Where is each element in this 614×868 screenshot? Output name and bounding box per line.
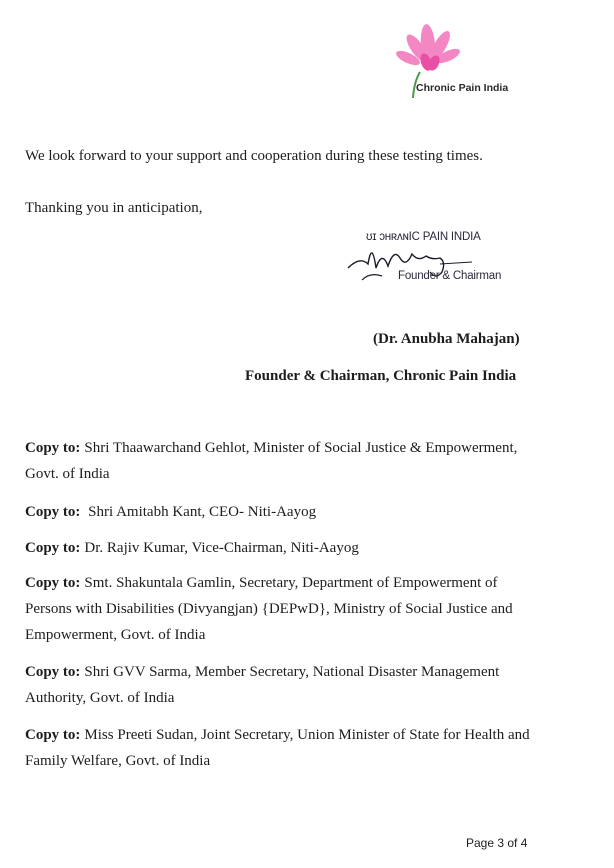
copy-to-item — [25, 722, 545, 774]
copy-to-recipient: Shri GVV Sarma, Member Secretary, National Disaster Management Authority, Govt. of India — [25, 664, 500, 706]
copy-to-recipient: Smt. Shakuntala Gamlin, Secretary, Department of Empowerment of Persons with Disabilities (Divyangjan) {DEPwD}, Ministry of Social Justice and Empowerment, Govt. of India — [25, 575, 513, 643]
copy-to-label: Copy to: — [25, 504, 81, 520]
copy-to-item — [25, 435, 545, 487]
page-number: Page 3 of 4 — [466, 836, 528, 850]
stamp-organization: ʊɪ ɔʜʀʌɴIC PAIN INDIA — [366, 231, 481, 243]
copy-to-item — [25, 659, 545, 711]
logo-text: Chronic Pain India — [416, 82, 509, 94]
copy-to-label: Copy to: — [25, 727, 81, 743]
stamp-designation: Founder & Chairman — [398, 270, 502, 282]
signature-stamp — [342, 228, 522, 292]
copy-to-label: Copy to: — [25, 575, 81, 591]
copy-to-recipient: Shri Thaawarchand Gehlot, Minister of Social Justice & Empowerment, Govt. of India — [25, 440, 518, 482]
body-paragraph: We look forward to your support and cooperation during these testing times. — [25, 148, 483, 164]
closing-paragraph: Thanking you in anticipation, — [25, 200, 203, 216]
copy-to-item — [25, 535, 545, 561]
copy-to-label: Copy to: — [25, 664, 81, 680]
signatory-name: (Dr. Anubha Mahajan) — [373, 331, 520, 347]
copy-to-recipient: Miss Preeti Sudan, Joint Secretary, Union Minister of State for Health and Family Welfare, Govt. of India — [25, 727, 530, 769]
copy-to-item — [25, 570, 545, 648]
copy-to-label: Copy to: — [25, 440, 81, 456]
copy-to-item — [25, 499, 545, 525]
organization-logo — [384, 18, 524, 108]
copy-to-recipient: Shri Amitabh Kant, CEO- Niti-Aayog — [88, 504, 317, 520]
copy-to-label: Copy to: — [25, 540, 81, 556]
copy-to-recipient: Dr. Rajiv Kumar, Vice-Chairman, Niti-Aayog — [84, 540, 359, 556]
lotus-flower-icon — [384, 18, 524, 108]
signatory-title: Founder & Chairman, Chronic Pain India — [245, 368, 517, 384]
